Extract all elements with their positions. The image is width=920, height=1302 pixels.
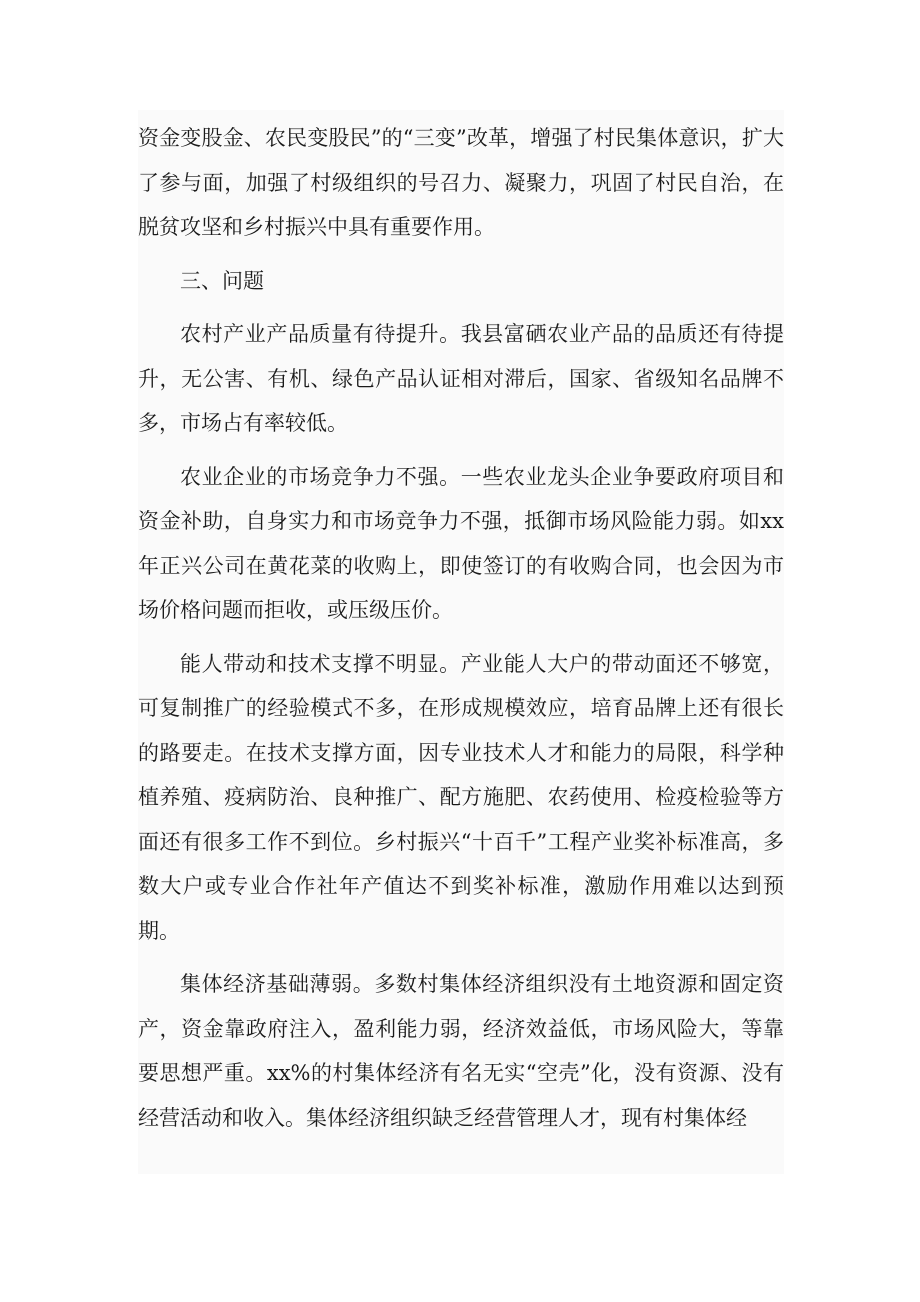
paragraph-enterprise-competitiveness: 农业企业的市场竞争力不强。一些农业龙头企业争要政府项目和资金补助，自身实力和市场竞争力不强，抵御市场风险能力弱。如xx年正兴公司在黄花菜的收购上，即使签订的有收购合同，也会因为市场价格问题而拒收，或压级压价。 [138, 464, 784, 622]
section-heading: 三、问题 [180, 268, 264, 293]
paragraph-collective-economy: 集体经济基础薄弱。多数村集体经济组织没有土地资源和固定资产，资金靠政府注入，盈利能力弱，经济效益低，市场风险大，等靠要思想严重。xx%的村集体经济有名无实“空壳”化，没有资源、没有经营活动和收入。集体经济组织缺乏经营管理人才，现有村集体经 [138, 972, 784, 1130]
paragraph-continuation: 资金变股金、农民变股民”的“三变”改革，增强了村民集体意识，扩大了参与面，加强了村级组织的号召力、凝聚力，巩固了村民自治，在脱贫攻坚和乡村振兴中具有重要作用。 [138, 126, 784, 239]
document-page [138, 110, 784, 1174]
paragraph-product-quality: 农村产业产品质量有待提升。我县富硒农业产品的品质还有待提升，无公害、有机、绿色产品认证相对滞后，国家、省级知名品牌不多，市场占有率较低。 [138, 322, 784, 435]
document-body [138, 116, 784, 1140]
paragraph-talent-technology: 能人带动和技术支撑不明显。产业能人大户的带动面还不够宽，可复制推广的经验模式不多，在形成规模效应，培育品牌上还有很长的路要走。在技术支撑方面，因专业技术人才和能力的局限，科学种植养殖、疫病防治、良种推广、配方施肥、农药使用、检疫检验等方面还有很多工作不到位。乡村振兴“十百千”工程产业奖补标准高，多数大户或专业合作社年产值达不到奖补标准，激励作用难以达到预期。 [138, 651, 784, 943]
